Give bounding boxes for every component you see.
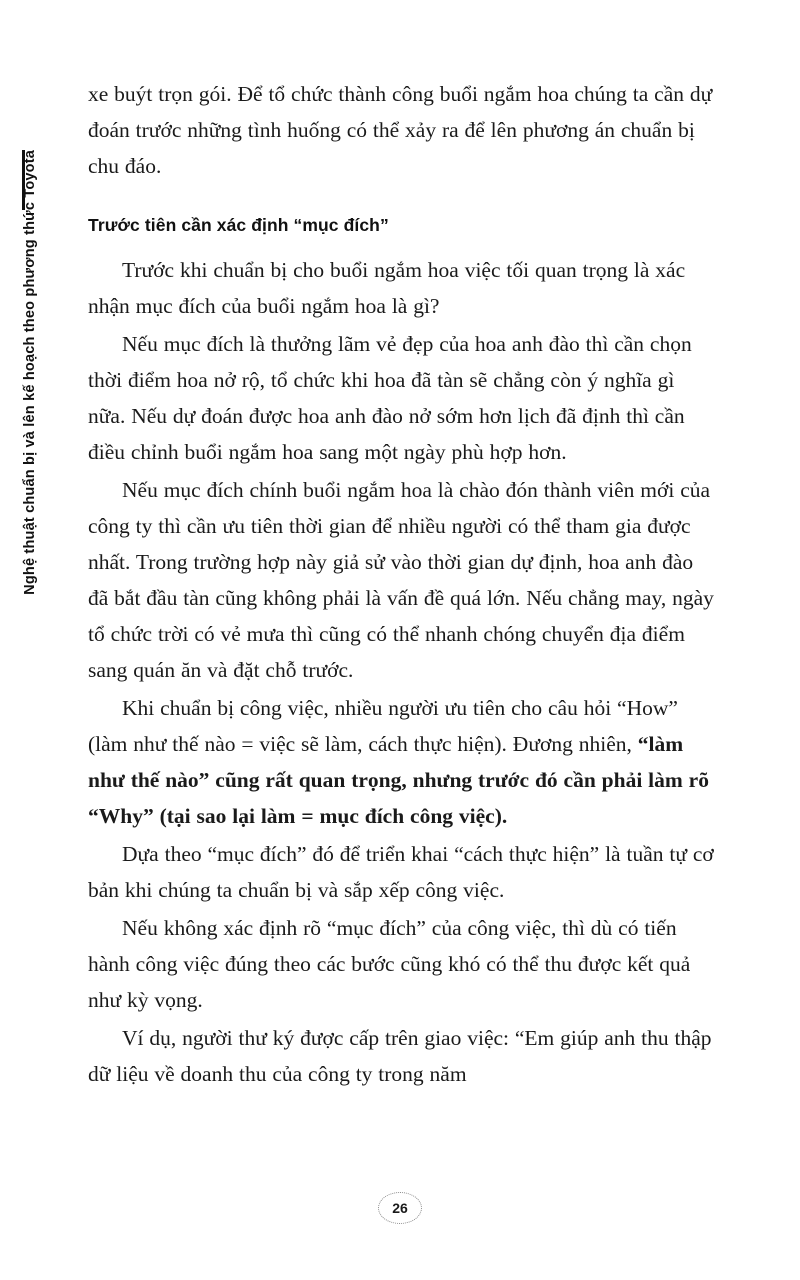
paragraph-5-lead: Khi chuẩn bị công việc, nhiều người ưu tiên cho câu hỏi “How” (làm như thế nào = việc sẽ làm, cách thực hiện). Đương nhiên, bbox=[88, 696, 678, 756]
paragraph-6: Dựa theo “mục đích” đó để triển khai “cách thực hiện” là tuần tự cơ bản khi chúng ta chuẩn bị và sắp xếp công việc. bbox=[88, 842, 714, 902]
text-column bbox=[88, 76, 716, 1094]
section-subheading: Trước tiên cần xác định “mục đích” bbox=[88, 215, 389, 235]
page-number: 26 bbox=[378, 1192, 422, 1224]
paragraph-4: Nếu mục đích chính buổi ngắm hoa là chào đón thành viên mới của công ty thì cần ưu tiên thời gian để nhiều người có thể tham gia được nhất. Trong trường hợp này giả sử vào thời gian dự định, hoa anh đào đã bắt đầu tàn cũng không phải là vấn đề quá lớn. Nếu chẳng may, ngày tổ chức trời có vẻ mưa thì cũng có thể nhanh chóng chuyển địa điểm sang quán ăn và đặt chỗ trước. bbox=[88, 478, 714, 682]
paragraph-1: xe buýt trọn gói. Để tổ chức thành công buổi ngắm hoa chúng ta cần dự đoán trước những tình huống có thể xảy ra để lên phương án chuẩn bị chu đáo. bbox=[88, 82, 713, 178]
paragraph-3: Nếu mục đích là thưởng lãm vẻ đẹp của hoa anh đào thì cần chọn thời điểm hoa nở rộ, tổ chức khi hoa đã tàn sẽ chẳng còn ý nghĩa gì nữa. Nếu dự đoán được hoa anh đào nở sớm hơn lịch đã định thì cần điều chỉnh buổi ngắm hoa sang một ngày phù hợp hơn. bbox=[88, 332, 692, 464]
paragraph-2: Trước khi chuẩn bị cho buổi ngắm hoa việc tối quan trọng là xác nhận mục đích của buổi ngắm hoa là gì? bbox=[88, 258, 686, 318]
paragraph-7: Nếu không xác định rõ “mục đích” của công việc, thì dù có tiến hành công việc đúng theo các bước cũng khó có thể thu được kết quả như kỳ vọng. bbox=[88, 916, 691, 1012]
paragraph-5-bold: “làm như thế nào” cũng rất quan trọng, nhưng trước đó cần phải làm rõ “Why” (tại sao lại làm = mục đích công việc). bbox=[88, 732, 709, 828]
running-head-text: Nghệ thuật chuẩn bị và lên kế hoạch theo phương thức Toyota bbox=[21, 150, 38, 595]
running-head bbox=[10, 150, 50, 850]
paragraph-5-mixed bbox=[88, 690, 716, 834]
page-folio bbox=[0, 1192, 800, 1224]
paragraph-8: Ví dụ, người thư ký được cấp trên giao việc: “Em giúp anh thu thập dữ liệu về doanh thu của công ty trong năm bbox=[88, 1026, 712, 1086]
